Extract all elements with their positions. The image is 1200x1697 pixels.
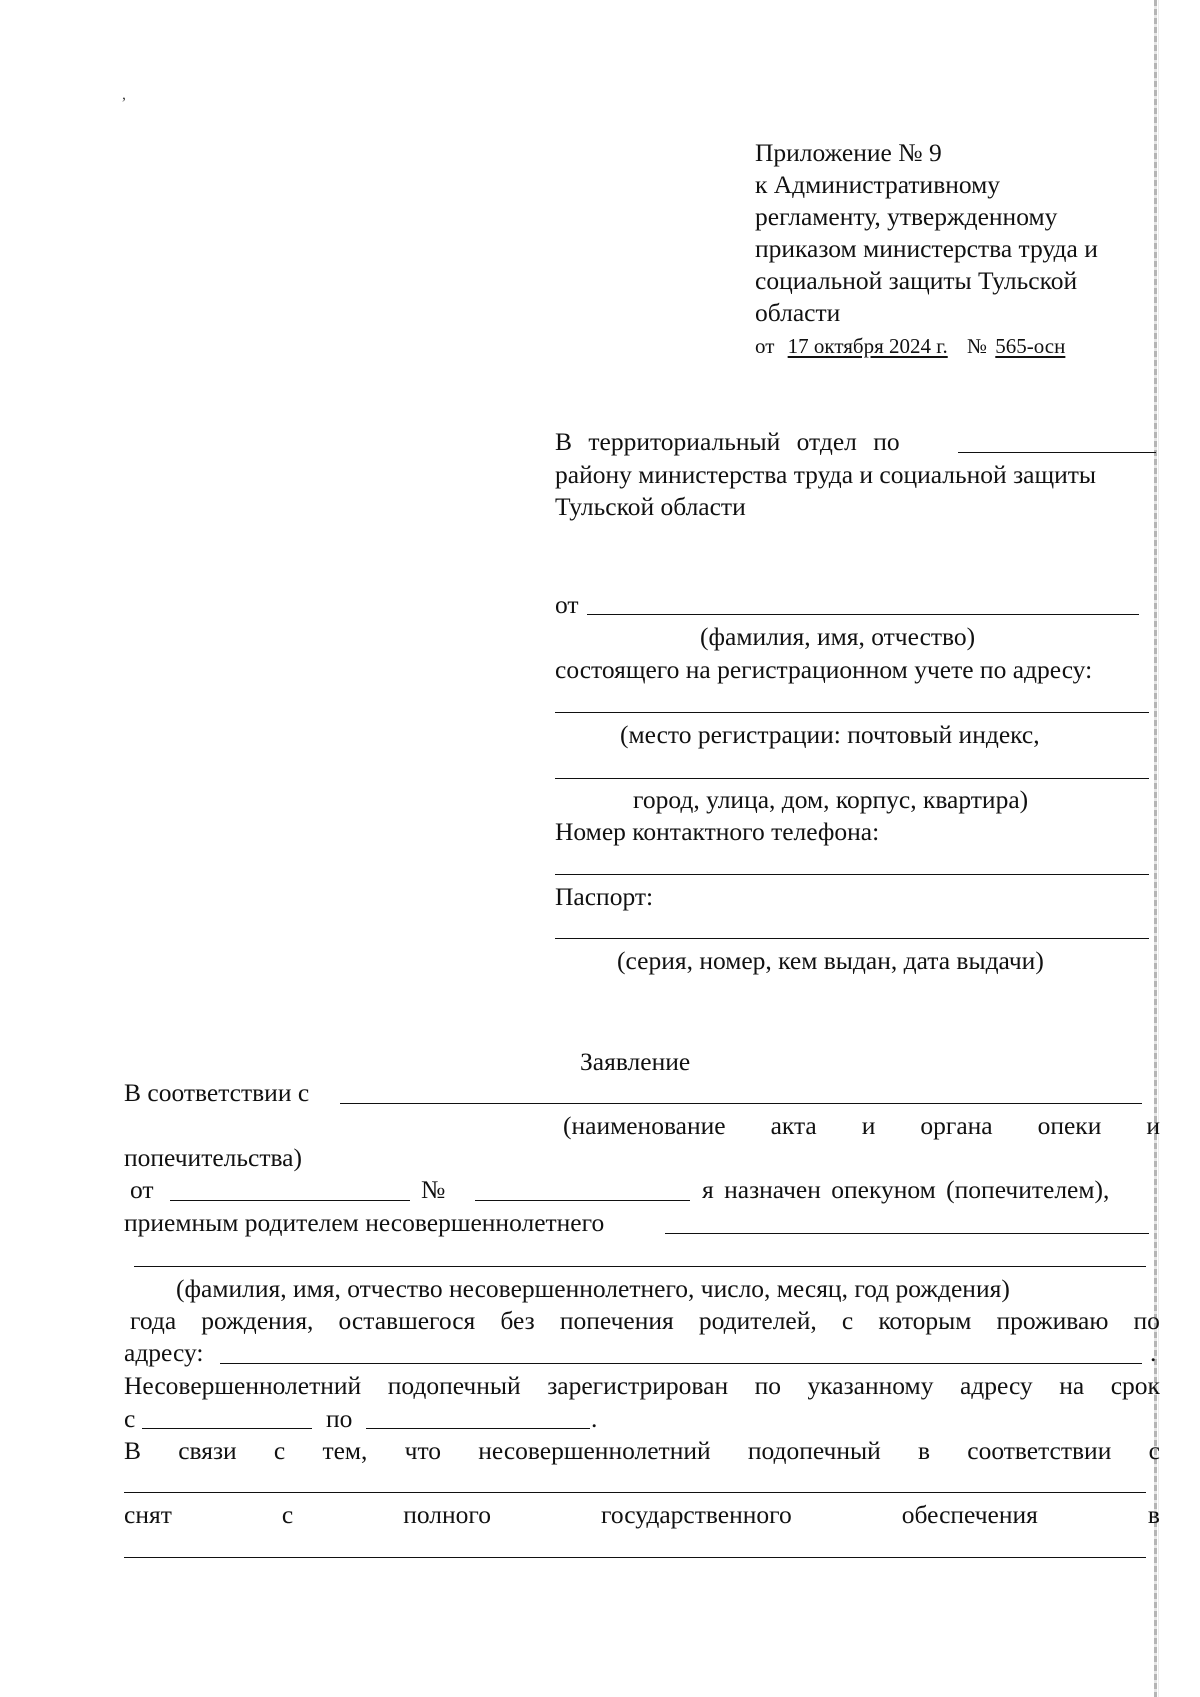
in-accordance-label: В соответствии с [124,1078,310,1107]
district-blank[interactable] [958,452,1156,453]
address-blank-1[interactable] [555,712,1149,713]
text-word: указанному [807,1371,934,1400]
text-word: с [1148,1436,1160,1465]
period-from-label: с [124,1404,136,1433]
appendix-date-row [755,336,1065,357]
text-word: по [754,1371,782,1400]
address-caption-1: (место регистрации: почтовый индекс, [620,720,1040,749]
passport-label: Паспорт: [555,882,654,911]
act-date-blank[interactable] [170,1200,410,1201]
act-caption-word: и [1146,1111,1160,1140]
text-word: в [1147,1500,1160,1529]
date-prefix: от [755,334,775,358]
text-word: на [1059,1371,1085,1400]
text-word: Несовершеннолетний [124,1371,362,1400]
act-caption-word: и [861,1111,876,1140]
period-to-label: по [326,1404,353,1433]
act-number-blank[interactable] [475,1200,690,1201]
appendix-line-5: социальной защиты Тульской [755,266,1078,295]
appendix-line-4: приказом министерства труда и [755,234,1098,263]
text-word: в [918,1436,931,1465]
act-caption-word: акта [770,1111,817,1140]
text-word: по [1133,1306,1160,1335]
text-word: несовершеннолетний [478,1436,711,1465]
text-word: адресу [959,1371,1033,1400]
due-line [124,1438,1160,1464]
text-word: полного [403,1500,491,1529]
text-word: обеспечения [901,1500,1038,1529]
registered-line [124,1373,1160,1399]
period-from-blank[interactable] [142,1428,312,1429]
text-word: связи [178,1436,237,1465]
birth-year-line [130,1308,1160,1334]
text-word: года [130,1306,177,1335]
text-word: что [404,1436,442,1465]
appendix-line-1: Приложение № 9 [755,138,942,167]
removed-blank[interactable] [124,1557,1146,1558]
appendix-line-6: области [755,298,841,327]
act-blank[interactable] [340,1103,1142,1104]
text-word: соответствии [967,1436,1112,1465]
addressee-text: В территориальный отдел по [555,427,900,456]
minor-blank-2[interactable] [134,1266,1146,1267]
period-end: . [591,1404,598,1433]
text-word: с [273,1436,286,1465]
addressee-line-1 [555,429,945,455]
fio-blank[interactable] [587,614,1139,615]
removed-line [124,1502,1160,1528]
minor-blank-1[interactable] [665,1233,1149,1234]
from-label: от [555,590,579,619]
residence-address-label: адресу: [124,1338,204,1367]
residence-address-end: . [1150,1338,1157,1367]
addressee-line-3: Тульской области [555,492,746,521]
text-word: попечения [559,1306,674,1335]
text-word: снят [124,1500,172,1529]
order-number: 565-осн [995,334,1066,358]
text-word: без [500,1306,535,1335]
address-blank-2[interactable] [555,778,1149,779]
text-word: рождения, [201,1306,314,1335]
addressee-line-2: району министерства труда и социальной защиты [555,460,1097,489]
act-caption-word: (наименование [563,1111,726,1140]
act-caption-cont: попечительства) [124,1143,302,1172]
appendix-line-2: к Административному [755,170,1001,199]
text-word: оставшегося [338,1306,476,1335]
act-caption [563,1113,1160,1139]
registered-label: состоящего на регистрационном учете по адресу: [555,655,1093,684]
foster-text: приемным родителем несовершеннолетнего [124,1208,605,1237]
fio-caption: (фамилия, имя, отчество) [700,622,976,651]
act-caption-word: органа [920,1111,993,1140]
text-word: государственного [601,1500,792,1529]
number-prefix: № [966,334,988,358]
act-from-label: от [130,1175,154,1204]
address-caption-2: город, улица, дом, корпус, квартира) [633,785,1029,814]
text-word: с [841,1306,854,1335]
passport-caption: (серия, номер, кем выдан, дата выдачи) [617,946,1044,975]
scan-mark: , [122,86,126,103]
text-word: зарегистрирован [547,1371,729,1400]
minor-caption: (фамилия, имя, отчество несовершеннолетнего, число, месяц, год рождения) [176,1274,1010,1303]
passport-blank[interactable] [555,938,1149,939]
text-word: срок [1110,1371,1160,1400]
text-word: с [281,1500,294,1529]
text-word: проживаю [996,1306,1109,1335]
text-word: подопечный [387,1371,521,1400]
text-word: В [124,1436,142,1465]
text-word: тем, [322,1436,368,1465]
appointed-text: я назначен опекуном (попечителем), [702,1175,1110,1204]
reason-blank[interactable] [124,1492,1146,1493]
appendix-line-3: регламенту, утвержденному [755,202,1058,231]
text-word: которым [878,1306,972,1335]
text-word: родителей, [698,1306,817,1335]
statement-title: Заявление [580,1047,691,1076]
phone-blank[interactable] [555,874,1149,875]
text-word: подопечный [747,1436,881,1465]
residence-address-blank[interactable] [220,1363,1142,1364]
order-date: 17 октября 2024 г. [787,334,948,358]
phone-label: Номер контактного телефона: [555,817,880,846]
act-number-label: № [421,1175,446,1204]
act-caption-word: опеки [1037,1111,1102,1140]
period-to-blank[interactable] [366,1428,590,1429]
